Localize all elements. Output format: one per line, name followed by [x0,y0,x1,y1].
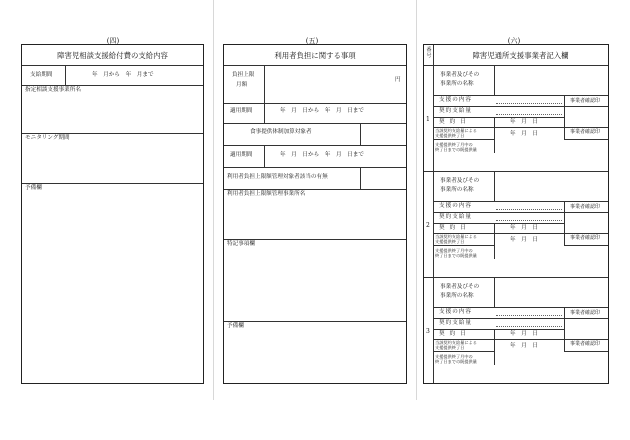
divider [22,183,203,184]
provider-name-label-line2: 事業所の名称 [440,187,474,193]
panel-support-payment [21,44,204,384]
divider [564,245,608,246]
section-header-4: (四) [106,37,120,45]
divider [65,65,66,85]
contract-date-label: 契約日 [439,119,471,125]
contract-date-value[interactable]: 年 月 日 [510,331,538,337]
meal-provision-label: 食事提供体制加算対象者 [250,129,312,135]
remaining-amount-label-line1: 支援提供終了月中の [435,354,473,359]
divider [564,212,608,213]
burden-limit-label-line2: 月額 [236,82,248,88]
divider [224,189,406,190]
yen-unit: 円 [395,77,401,83]
entry-line [496,326,562,327]
divider [433,117,564,118]
entry-number: 2 [426,222,430,229]
end-date-label-line1: 当該契約支給量による [435,128,477,133]
divider [494,277,495,307]
divider [564,201,565,233]
divider [564,351,608,352]
applicable-period-value[interactable]: 年 月 日から 年 月 日まで [280,108,364,114]
panel5-title: 利用者負担に関する事項 [274,51,356,60]
divider [433,329,564,330]
contract-date-label: 契約日 [439,225,471,231]
end-date-value[interactable]: 年 月 日 [510,343,538,349]
fold-line-right [416,0,417,400]
divider [433,201,608,202]
contract-date-label: 契約日 [439,331,471,337]
divider [224,239,406,240]
panel6-title: 障害児通所支援事業者記入欄 [472,51,569,60]
divider [224,321,406,322]
provider-name-label-line1: 事業者及びその [440,178,480,184]
divider [564,318,608,319]
special-notes-label: 特記事項欄 [227,241,255,247]
divider [224,167,406,168]
entry-number: 3 [426,328,430,335]
support-content-label: 支援の内容 [439,309,472,315]
divider [224,65,406,66]
divider [433,139,494,140]
provider-confirm-stamp: 事業者確認印 [570,129,601,135]
end-date-value[interactable]: 年 月 日 [510,131,538,137]
remaining-amount-label-line2: 終了日までの既提供量 [435,147,477,152]
applicable-period-label: 適用期間 [230,108,253,114]
divider [22,133,203,134]
divider [224,145,406,146]
section-header-5: (五) [305,37,319,45]
divider [494,171,495,201]
divider [22,85,203,86]
entry-line [496,114,562,115]
panel4-title: 障害児相談支援給付費の支給内容 [57,51,168,60]
monitoring-period-label: モニタリング期間 [25,135,70,141]
burden-limit-label-line1: 負担上限 [232,72,255,78]
contract-amount-label: 契約支給量 [439,214,472,220]
provider-confirm-stamp: 事業者確認印 [570,310,601,316]
divider [564,127,565,139]
support-period-value[interactable]: 年 月から 年 月まで [92,72,154,78]
divider [564,139,608,140]
divider [22,65,203,66]
provider-name-label-line1: 事業者及びその [440,284,480,290]
provider-confirm-stamp: 事業者確認印 [570,98,601,104]
fold-line-left [213,0,214,400]
notes-label: 予備欄 [25,185,42,191]
divider [224,103,406,104]
divider [433,106,564,107]
end-date-label-line1: 当該契約支給量による [435,234,477,239]
contract-date-value[interactable]: 年 月 日 [510,119,538,125]
divider [224,123,406,124]
end-date-label-line2: 支援提供終了日 [435,133,465,138]
divider [264,145,265,167]
contract-date-value[interactable]: 年 月 日 [510,225,538,231]
notes-label: 予備欄 [227,323,244,329]
support-period-label: 支給期間 [30,72,53,78]
end-date-label-line1: 当該契約支給量による [435,340,477,345]
applicable-period-label-2: 適用期間 [230,152,253,158]
entry-line [496,220,562,221]
entry-number: 1 [426,116,430,123]
divider [433,223,564,224]
divider [424,65,608,66]
provider-confirm-stamp: 事業者確認印 [570,341,601,347]
divider [360,123,361,145]
divider [433,318,564,319]
divider [494,245,495,259]
section-header-6: (六) [507,37,521,45]
end-date-label-line2: 支援提供終了日 [435,239,465,244]
entry-line [496,103,562,104]
divider [433,95,608,96]
divider [424,277,608,278]
provider-name-label-line2: 事業所の名称 [440,81,474,87]
applicable-period-value-2[interactable]: 年 月 日から 年 月 日まで [280,152,364,158]
panel-provider-entry [423,44,609,384]
remaining-amount-label-line1: 支援提供終了月中の [435,248,473,253]
end-date-label-line2: 支援提供終了日 [435,345,465,350]
end-date-value[interactable]: 年 月 日 [510,237,538,243]
divider [494,351,495,365]
entry-line [496,209,562,210]
remaining-amount-label-line2: 終了日までの既提供量 [435,359,477,364]
burden-management-office-label: 利用者負担上限額管理事業所名 [227,191,306,197]
remaining-amount-label-line1: 支援提供終了月中の [435,142,473,147]
burden-management-label: 利用者負担上限額管理対象者該当の有無 [227,174,328,180]
contract-amount-label: 契約支給量 [439,108,472,114]
divider [360,167,361,189]
divider [264,103,265,123]
number-column-header: 番号 [426,47,432,59]
divider [564,339,565,351]
divider [564,307,565,339]
panel-user-burden [223,44,407,384]
divider [264,65,265,103]
provider-name-label-line1: 事業者及びその [440,72,480,78]
provider-name-label-line2: 事業所の名称 [440,293,474,299]
divider [494,65,495,95]
divider [424,171,608,172]
divider [564,106,608,107]
contract-amount-label: 契約支給量 [439,320,472,326]
divider [564,233,565,245]
divider [433,245,494,246]
entry-line [496,315,562,316]
support-content-label: 支援の内容 [439,97,472,103]
divider [494,139,495,153]
provider-confirm-stamp: 事業者確認印 [570,204,601,210]
divider [433,307,608,308]
designated-provider-label: 指定相談支援事業所名 [25,87,81,93]
divider [564,95,565,127]
remaining-amount-label-line2: 終了日までの既提供量 [435,253,477,258]
provider-confirm-stamp: 事業者確認印 [570,235,601,241]
divider [433,351,494,352]
support-content-label: 支援の内容 [439,203,472,209]
divider [433,212,564,213]
